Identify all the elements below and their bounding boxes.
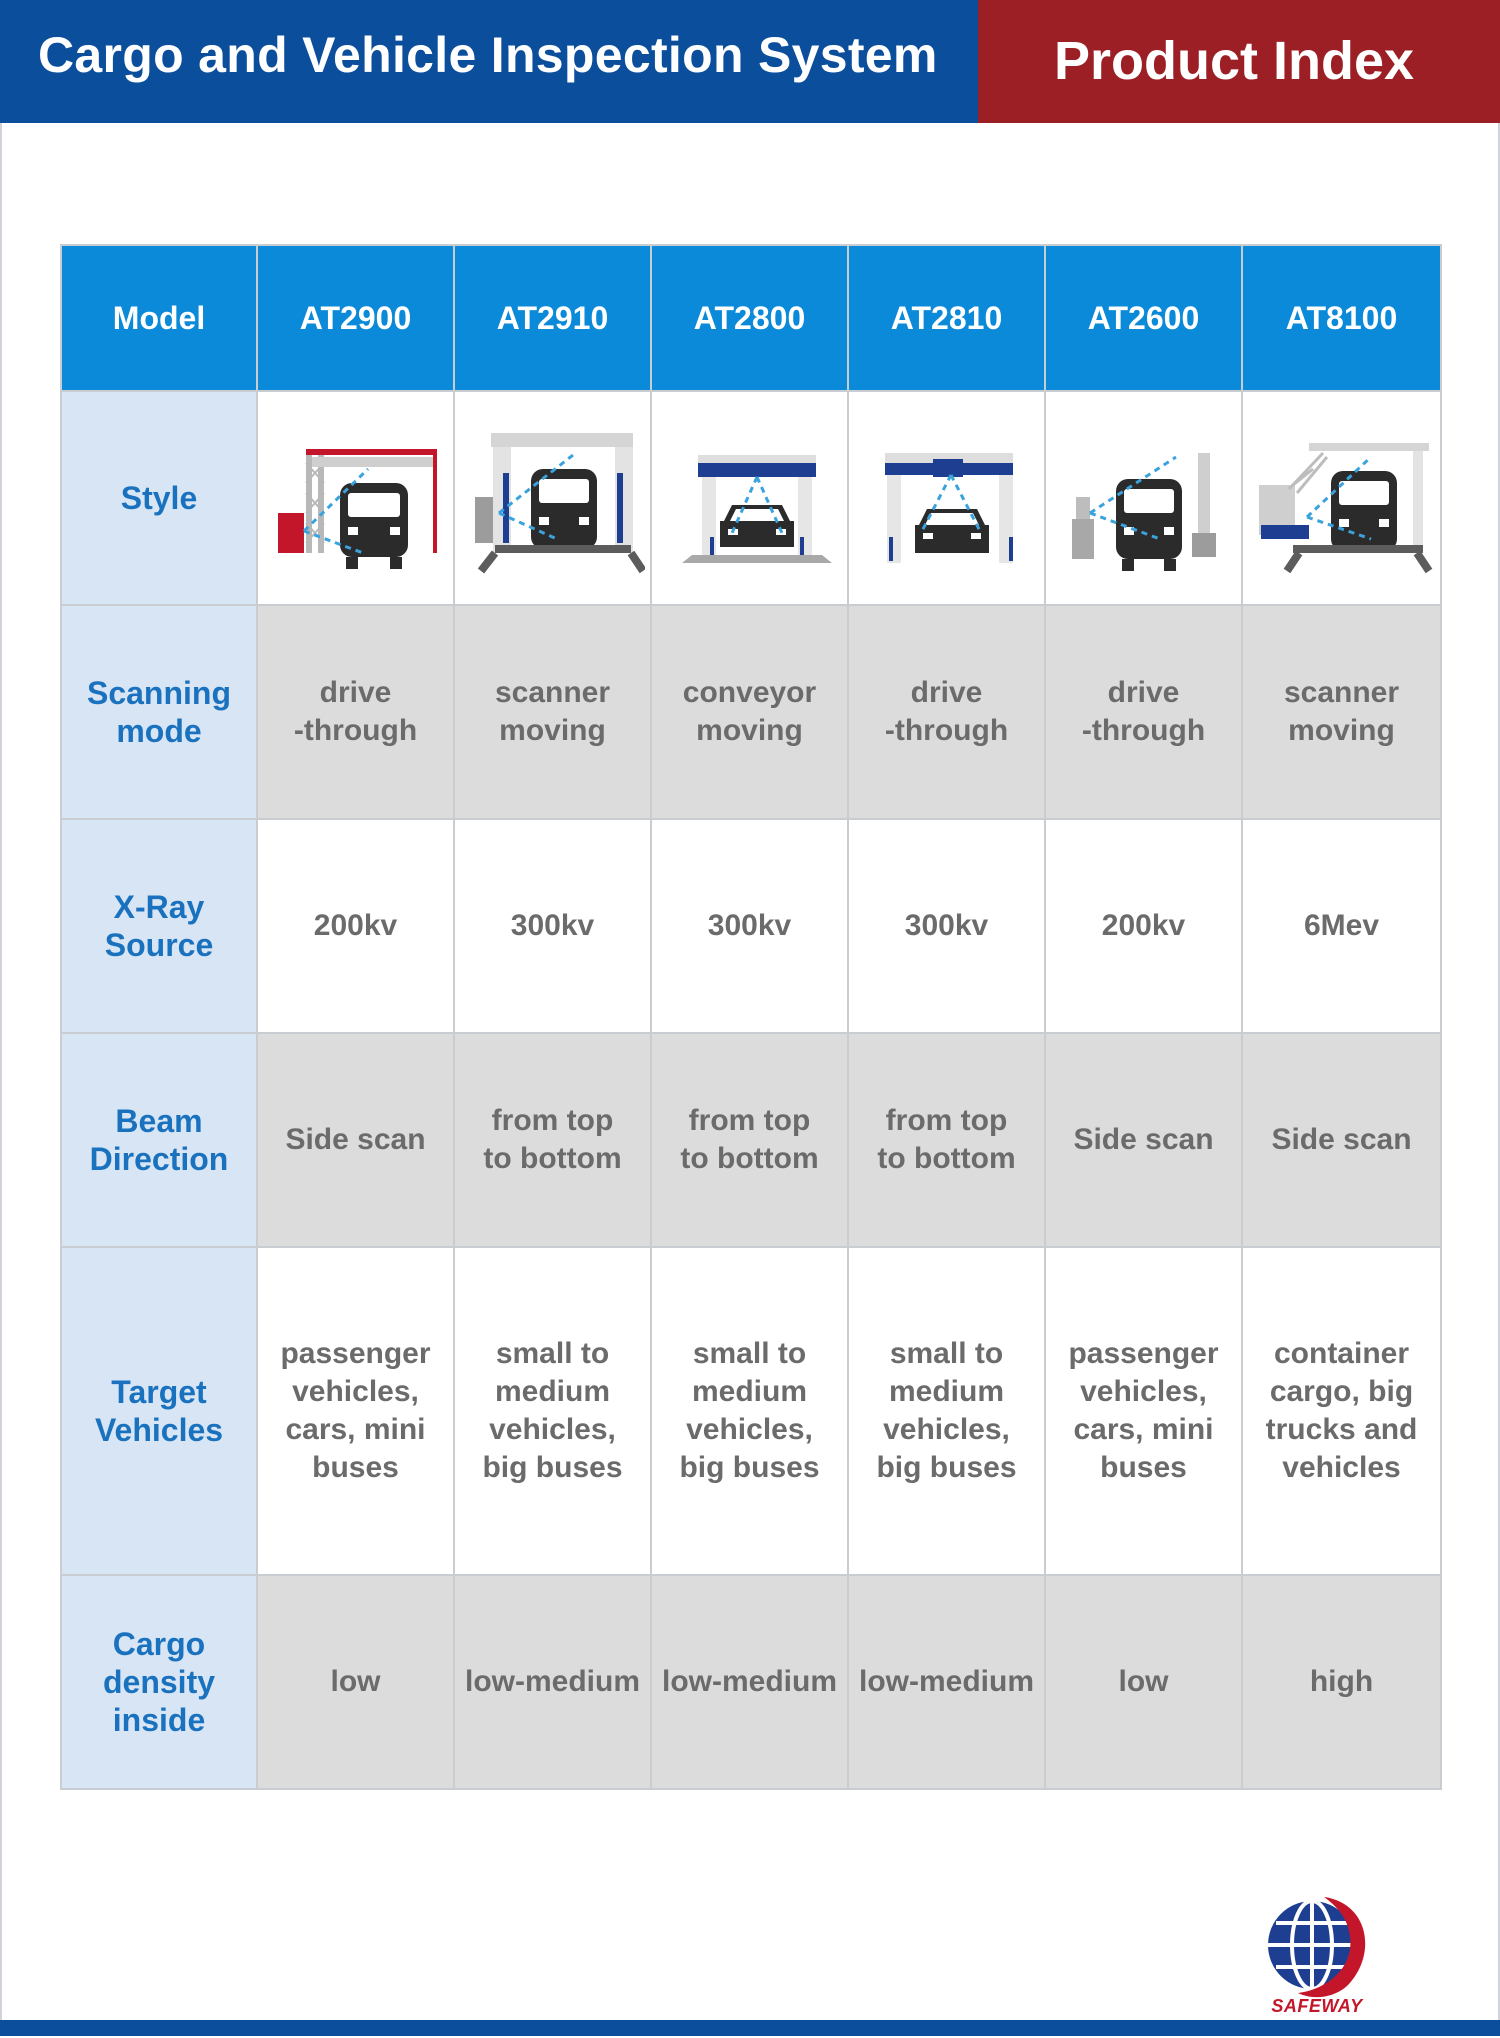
beam-direction-at2600: Side scan	[1045, 1033, 1242, 1247]
row-label-cargo-density: Cargo density inside	[61, 1575, 257, 1789]
target-vehicles-at2900: passenger vehicles, cars, mini buses	[257, 1247, 454, 1575]
cargo-density-at2800: low-medium	[651, 1575, 848, 1789]
target-vehicles-at2810: small to medium vehicles, big buses	[848, 1247, 1045, 1575]
row-label-style: Style	[61, 391, 257, 605]
row-label-scanning-mode: Scanning mode	[61, 605, 257, 819]
column-header-at2800: AT2800	[651, 245, 848, 391]
row-label-beam-direction: Beam Direction	[61, 1033, 257, 1247]
scanning-mode-at8100: scanner moving	[1242, 605, 1441, 819]
portal-bus-top-scan-icon	[465, 413, 645, 583]
column-header-at2600: AT2600	[1045, 245, 1242, 391]
table-row-beam-direction	[61, 1033, 1441, 1247]
scanning-mode-at2810: drive -through	[848, 605, 1045, 819]
xray-source-at2800: 300kv	[651, 819, 848, 1033]
beam-direction-at2800: from top to bottom	[651, 1033, 848, 1247]
header-badge-band	[978, 0, 1500, 123]
scanning-mode-at2800: conveyor moving	[651, 605, 848, 819]
target-vehicles-at2910: small to medium vehicles, big buses	[454, 1247, 651, 1575]
crane-bus-scan-icon	[1253, 413, 1433, 583]
table-row-target-vehicles	[61, 1247, 1441, 1575]
xray-source-at2900: 200kv	[257, 819, 454, 1033]
style-cell-at2910	[454, 391, 651, 605]
target-vehicles-at2800: small to medium vehicles, big buses	[651, 1247, 848, 1575]
xray-source-at2810: 300kv	[848, 819, 1045, 1033]
target-vehicles-at8100: container cargo, big trucks and vehicles	[1242, 1247, 1441, 1575]
style-cell-at2900	[257, 391, 454, 605]
style-cell-at2810	[848, 391, 1045, 605]
beam-direction-at2810: from top to bottom	[848, 1033, 1045, 1247]
page-title: Cargo and Vehicle Inspection System	[38, 27, 938, 83]
cargo-density-at2600: low	[1045, 1575, 1242, 1789]
xray-source-at8100: 6Mev	[1242, 819, 1441, 1033]
style-cell-at2600	[1045, 391, 1242, 605]
beam-direction-at2900: Side scan	[257, 1033, 454, 1247]
table-row-xray-source	[61, 819, 1441, 1033]
xray-source-at2600: 200kv	[1045, 819, 1242, 1033]
row-label-target-vehicles: Target Vehicles	[61, 1247, 257, 1575]
xray-source-at2910: 300kv	[454, 819, 651, 1033]
column-header-model: Model	[61, 245, 257, 391]
table-row-scanning-mode	[61, 605, 1441, 819]
product-index-badge: Product Index	[1054, 31, 1415, 91]
beam-direction-at2910: from top to bottom	[454, 1033, 651, 1247]
table-header-row	[61, 245, 1441, 391]
header-title-band	[0, 0, 978, 123]
style-cell-at2800	[651, 391, 848, 605]
portal-car-conveyor-icon	[662, 413, 842, 583]
page-header	[0, 0, 1500, 123]
column-header-at2910: AT2910	[454, 245, 651, 391]
table-row-cargo-density	[61, 1575, 1441, 1789]
bus-side-scan-icon	[1056, 413, 1236, 583]
target-vehicles-at2600: passenger vehicles, cars, mini buses	[1045, 1247, 1242, 1575]
cargo-density-at2900: low	[257, 1575, 454, 1789]
beam-direction-at8100: Side scan	[1242, 1033, 1441, 1247]
table-row-style	[61, 391, 1441, 605]
scanning-mode-at2600: drive -through	[1045, 605, 1242, 819]
row-label-xray-source: X-Ray Source	[61, 819, 257, 1033]
scanning-mode-at2900: drive -through	[257, 605, 454, 819]
gantry-bus-side-scan-icon	[268, 413, 448, 583]
scanning-mode-at2910: scanner moving	[454, 605, 651, 819]
cargo-density-at2910: low-medium	[454, 1575, 651, 1789]
cargo-density-at2810: low-medium	[848, 1575, 1045, 1789]
column-header-at2900: AT2900	[257, 245, 454, 391]
cargo-density-at8100: high	[1242, 1575, 1441, 1789]
product-index-table	[60, 244, 1442, 1790]
column-header-at8100: AT8100	[1242, 245, 1441, 391]
portal-car-top-scan-icon	[859, 413, 1039, 583]
bottom-bar	[0, 2020, 1500, 2036]
column-header-at2810: AT2810	[848, 245, 1045, 391]
style-cell-at8100	[1242, 391, 1441, 605]
logo-text: SAFEWAY	[1271, 1996, 1363, 2016]
